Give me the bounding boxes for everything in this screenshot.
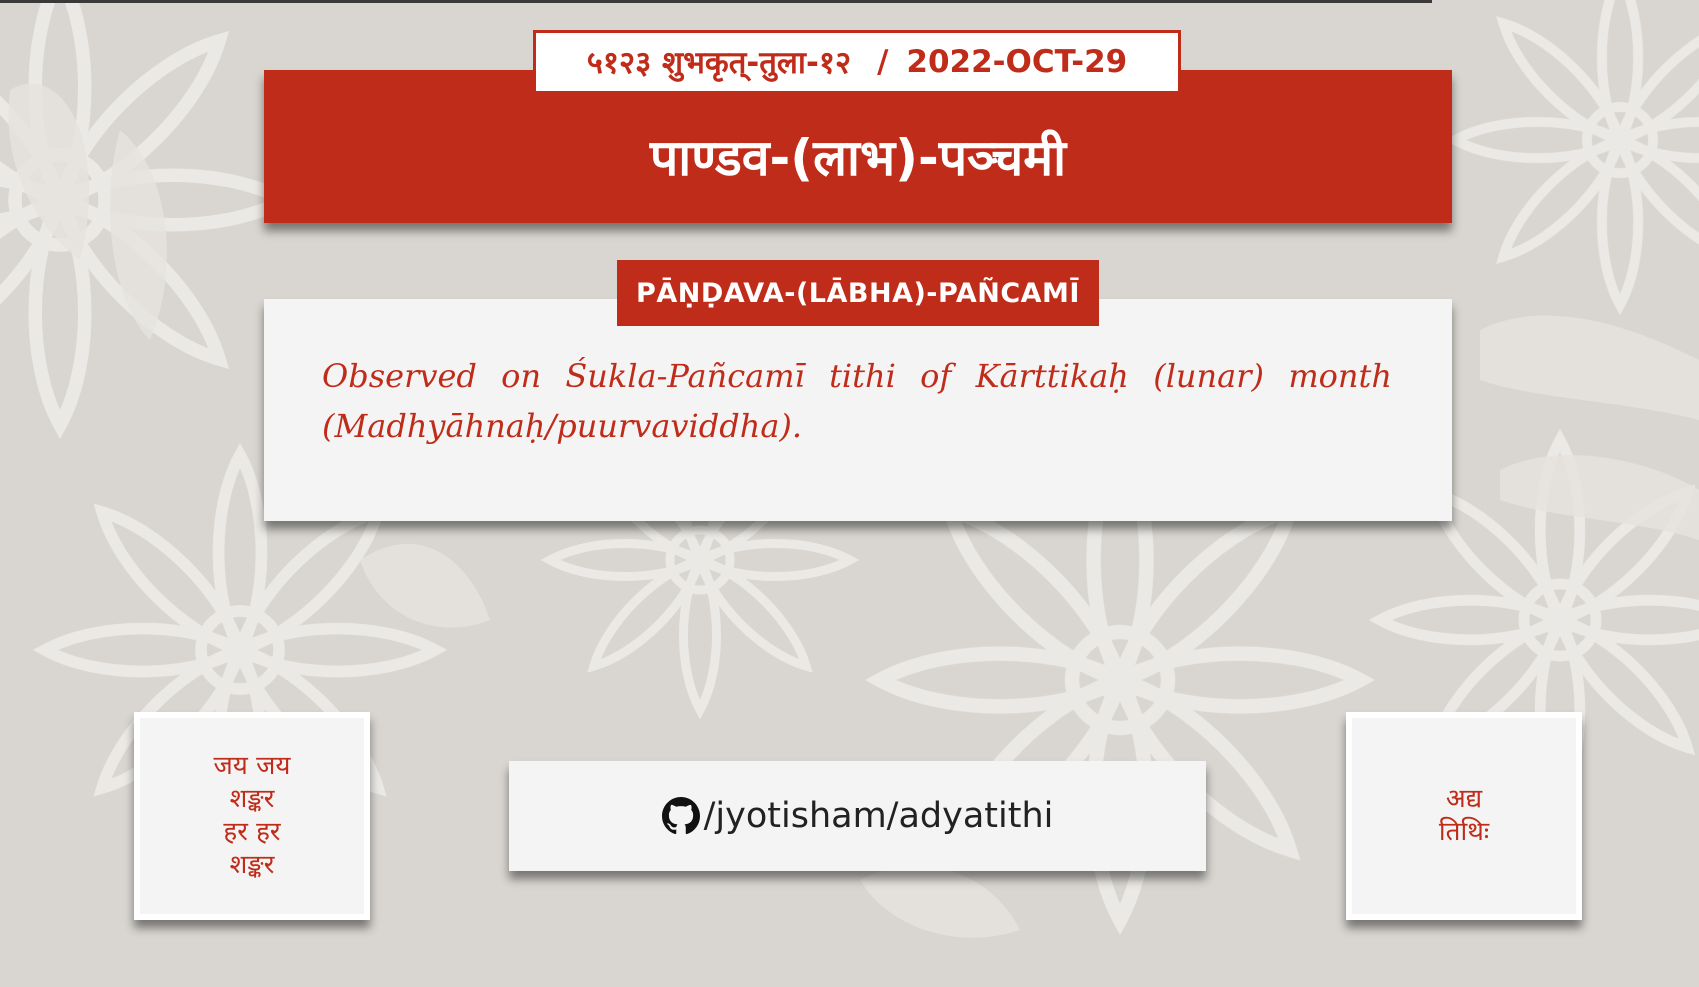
description-card: [264, 299, 1452, 521]
github-repo-label: /jyotisham/adyatithi: [703, 796, 1054, 836]
adya-line: अद्य: [1445, 784, 1483, 814]
samvat-date: ५१२३ शुभकृत्-तुला-१२: [586, 45, 852, 81]
adya-tithi-card: [1346, 712, 1582, 920]
blessing-line: जय जय: [213, 751, 291, 781]
tithi-line: तिथिः: [1438, 817, 1490, 847]
top-divider: [0, 0, 1432, 3]
date-separator: /: [877, 44, 889, 80]
blessing-card-left: [134, 712, 370, 920]
gregorian-date: 2022-OCT-29: [906, 44, 1128, 80]
description-text: Observed on Śukla-Pañcamī tithi of Kārttikaḥ (lunar) month (Madhyāhnaḥ/puurvaviddha).: [322, 357, 1392, 445]
roman-title-tag: [617, 260, 1099, 326]
github-repo-link[interactable]: [509, 761, 1206, 871]
github-icon: [662, 797, 700, 835]
date-tag: [533, 30, 1181, 94]
blessing-line: हर हर: [223, 817, 281, 847]
page-title: पाण्डव-(लाभ)-पञ्चमी: [649, 128, 1067, 187]
blessing-line: शङ्कर: [229, 784, 275, 814]
blessing-line: शङ्कर: [229, 850, 275, 880]
roman-title: PĀṆḌAVA-(LĀBHA)-PAÑCAMĪ: [636, 277, 1080, 309]
